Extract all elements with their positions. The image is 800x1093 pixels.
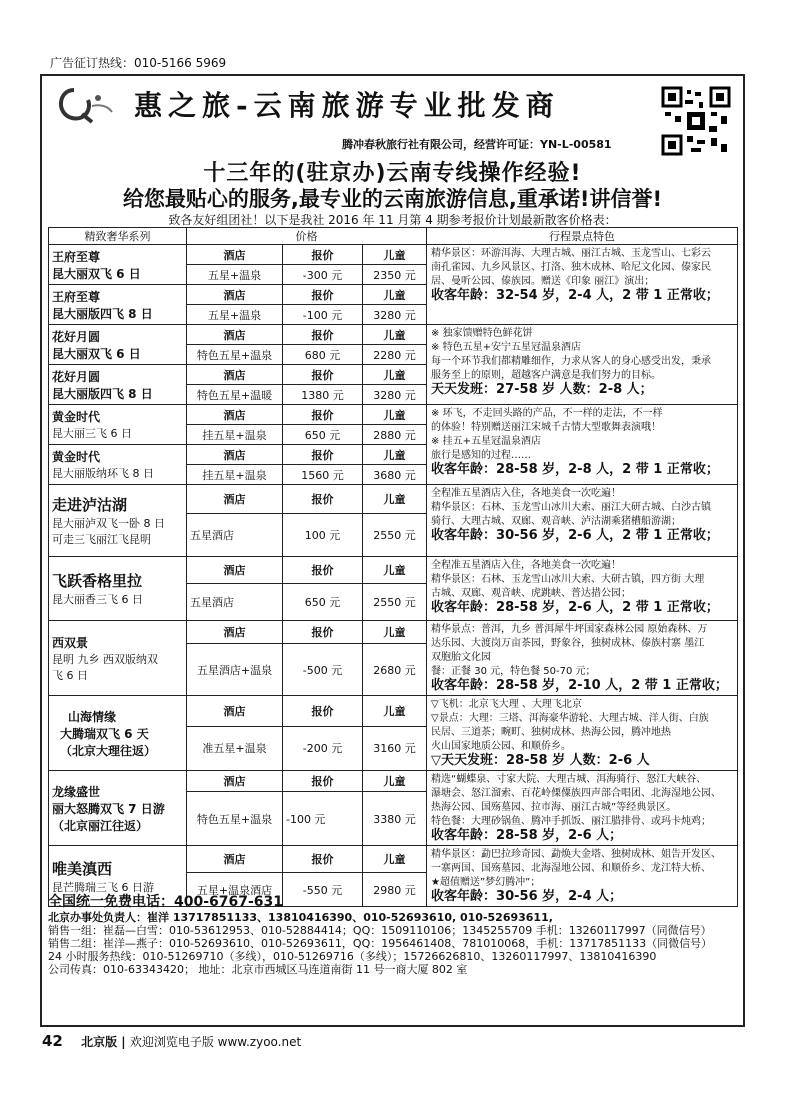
- product-name: 花好月圆 昆大丽版四飞 8 日: [49, 365, 187, 405]
- child-label: 儿童: [363, 696, 427, 727]
- child-label: 儿童: [363, 405, 427, 425]
- price-value: 650 元: [283, 425, 363, 445]
- brand-logo-icon: [52, 84, 114, 124]
- hotel-label: 酒店: [187, 557, 283, 584]
- product-name: 飞跃香格里拉 昆大丽香三飞 6 日: [49, 557, 187, 621]
- price-label: 报价: [283, 771, 363, 792]
- header-features: 行程景点特色: [427, 228, 738, 245]
- features-cell: 精华景区：勐巴拉珍奇园、勐焕大金塔、独树成林、姐告开发区、 一寨两国、国殇墓园、北海湿地公园、和顺侨乡、龙江特大桥、 ★超值赠送”梦幻腾冲”； 收客年龄：30-56 岁，2-4 人；: [427, 846, 738, 907]
- price-value: -500 元: [283, 644, 363, 696]
- child-label: 儿童: [363, 485, 427, 514]
- table-row: [49, 325, 738, 345]
- price-label: 报价: [283, 621, 363, 644]
- features-cell: ※ 独家馈赠特色鲜花饼 ※ 特色五星+安宁五星冠温泉酒店 每一个环节我们都精雕细作，力求从客人的身心感受出发，秉承 服务至上的原则，超越客户满意是我们努力的目标。 天天发班：27-58 岁 人数：2-8 人；: [427, 325, 738, 405]
- child-label: 儿童: [363, 445, 427, 465]
- hotel-label: 酒店: [187, 245, 283, 265]
- price-value: 1380 元: [283, 385, 363, 405]
- child-label: 儿童: [363, 325, 427, 345]
- child-value: 3680 元: [363, 465, 427, 485]
- product-name: 山海情缘 大腾瑞双飞 6 天 （北京大理往返）: [49, 696, 187, 771]
- qr-code-icon: [661, 86, 731, 156]
- hotel-label: 酒店: [187, 771, 283, 792]
- price-value: -100 元: [283, 305, 363, 325]
- hotel-label: 酒店: [187, 485, 283, 514]
- price-label: 报价: [283, 696, 363, 727]
- price-table: [48, 227, 738, 907]
- hotel-label: 酒店: [187, 696, 283, 727]
- company-license: 腾冲春秋旅行社有限公司，经营许可证：YN-L-00581: [342, 138, 612, 151]
- contact-line: 销售二组：崔洋—燕子：010-52693610、010-52693611，QQ：1956461408、781010068，手机：13717851133（同微信号）: [48, 937, 713, 950]
- price-value: -550 元: [283, 873, 363, 907]
- hotel-value: 准五星+温泉: [187, 726, 283, 770]
- header-price: 价格: [187, 228, 427, 245]
- product-name: 黄金时代 昆大丽三飞 6 日: [49, 405, 187, 445]
- price-label: 报价: [283, 405, 363, 425]
- price-value: 650 元: [283, 584, 363, 621]
- hotel-value: 五星+温泉: [187, 265, 283, 285]
- product-name: 黄金时代 昆大丽版纳环飞 8 日: [49, 445, 187, 485]
- table-row: [49, 405, 738, 425]
- child-value: 2980 元: [363, 873, 427, 907]
- price-label: 报价: [283, 485, 363, 514]
- contact-line: 销售一组：崔磊—白雪：010-53612953、010-52884414；QQ：1509110106；1345255709 手机：13260117997（同微信号）: [48, 924, 712, 937]
- product-name: 王府至尊 昆大丽双飞 6 日: [49, 245, 187, 285]
- price-label: 报价: [283, 846, 363, 873]
- hotel-value: 五星酒店: [187, 584, 283, 621]
- product-name: 西双景 昆明 九乡 西双版纳双 飞 6 日: [49, 621, 187, 696]
- table-row: [49, 771, 738, 792]
- hotel-value: 特色五星+温泉: [187, 792, 283, 846]
- table-row: [49, 621, 738, 644]
- free-hotline: 全国统一免费电话：400-6767-631: [48, 894, 284, 910]
- product-name: 花好月圆 昆大丽双飞 6 日: [49, 325, 187, 365]
- edition-label: 北京版: [81, 1035, 118, 1049]
- hotel-label: 酒店: [187, 365, 283, 385]
- hotel-label: 酒店: [187, 846, 283, 873]
- features-cell: ▽飞机：北京飞大理 、大理飞北京 ▽景点：大理：三塔、洱海豪华游轮、大理古城、洋人街、白族 民居、三道茶；畹町、独树成林、热海公园，腾冲地热 火山国家地质公园、和顺侨乡。 ▽天天发班：28-58 岁 人数：2-6 人: [427, 696, 738, 771]
- price-value: -300 元: [283, 265, 363, 285]
- price-label: 报价: [283, 325, 363, 345]
- features-cell: 精华景区：环游洱海、大理古城、丽江古城、玉龙雪山、七彩云 南孔雀园、九乡风景区、打洛、独木成林、哈尼文化园、傣家民 居、曼听公园、傣族园。赠送《印象 丽江》演出； 收客年龄：32-54 岁，2-4 人，2 带 1 正常收；: [427, 245, 738, 325]
- table-header-row: [49, 228, 738, 245]
- hotel-value: 特色五星+温暖: [187, 385, 283, 405]
- hotel-value: 挂五星+温泉: [187, 425, 283, 445]
- hotel-value: 五星+温泉酒店: [187, 873, 283, 907]
- headline-experience: 十三年的(驻京办)云南专线操作经验!: [203, 161, 582, 186]
- child-value: 3280 元: [363, 385, 427, 405]
- hotel-label: 酒店: [187, 285, 283, 305]
- child-label: 儿童: [363, 621, 427, 644]
- price-value: -100 元: [283, 792, 363, 846]
- hotel-value: 五星酒店: [187, 514, 283, 557]
- table-row: [49, 245, 738, 265]
- child-value: 3280 元: [363, 305, 427, 325]
- table-row: [49, 485, 738, 514]
- child-value: 2550 元: [363, 514, 427, 557]
- child-value: 2280 元: [363, 345, 427, 365]
- child-label: 儿童: [363, 846, 427, 873]
- price-label: 报价: [283, 557, 363, 584]
- child-value: 3380 元: [363, 792, 427, 846]
- features-cell: ※ 环飞，不走回头路的产品，不一样的走法，不一样 的体验！特别赠送丽江宋城千古情大型歌舞表演哦！ ※ 挂五+五星冠温泉酒店 旅行是感知的过程…… 收客年龄：28-58 岁，2-8 人，2 带 1 正常收；: [427, 405, 738, 485]
- child-label: 儿童: [363, 557, 427, 584]
- child-label: 儿童: [363, 771, 427, 792]
- brand-title: 惠之旅-云南旅游专业批发商: [134, 89, 560, 122]
- contact-line: 24 小时服务热线：010-51269710（多线），010-51269716（多线）；15726626810、13260117997、13810416390: [48, 950, 657, 963]
- child-value: 2350 元: [363, 265, 427, 285]
- child-label: 儿童: [363, 245, 427, 265]
- price-label: 报价: [283, 365, 363, 385]
- features-cell: 全程准五星酒店入住，各地美食一次吃遍！ 精华景区：石林、玉龙雪山冰川大索、大研古镇，四方街 大理 古城、双廊、观音峡、虎跳峡、普达措公园； 收客年龄：28-58 岁，2-6 人，2 带 1 正常收；: [427, 557, 738, 621]
- contact-line: 公司传真：010-63343420； 地址：北京市西城区马连道南街 11 号一商大厦 802 室: [48, 963, 468, 976]
- child-value: 2880 元: [363, 425, 427, 445]
- price-value: -200 元: [283, 726, 363, 770]
- price-value: 1560 元: [283, 465, 363, 485]
- features-cell: 全程准五星酒店入住，各地美食一次吃遍！ 精华景区：石林、玉龙雪山冰川大索、丽江大研古城、白沙古镇 骑行、大理古城、双廊、观音峡、泸沽湖乘猪槽船游湖； 收客年龄：30-56 岁，2-6 人，2 带 1 正常收；: [427, 485, 738, 557]
- table-row: [49, 696, 738, 727]
- product-name: 唯美滇西 昆芒腾瑞三飞 6 日游: [49, 846, 187, 907]
- footer-divider: |: [121, 1035, 130, 1049]
- product-name: 龙缘盛世 丽大怒腾双飞 7 日游 （北京丽江往返）: [49, 771, 187, 846]
- price-label: 报价: [283, 445, 363, 465]
- hotel-label: 酒店: [187, 325, 283, 345]
- hotel-value: 特色五星+温泉: [187, 345, 283, 365]
- child-label: 儿童: [363, 365, 427, 385]
- child-value: 2680 元: [363, 644, 427, 696]
- ebook-link[interactable]: 欢迎浏览电子版 www.zyoo.net: [129, 1035, 302, 1049]
- intro-text: 致各友好组团社！以下是我社 2016 年 11 月第 4 期参考报价计划最新散客价格表：: [168, 213, 617, 227]
- hotel-value: 挂五星+温泉: [187, 465, 283, 485]
- hotel-value: 五星+温泉: [187, 305, 283, 325]
- product-name: 王府至尊 昆大丽版四飞 8 日: [49, 285, 187, 325]
- contact-line: 北京办事处负责人：崔洋 13717851133、13810416390、010-52693610, 010-52693611,: [48, 911, 553, 924]
- child-value: 2550 元: [363, 584, 427, 621]
- hotel-value: 五星酒店+温泉: [187, 644, 283, 696]
- child-label: 儿童: [363, 285, 427, 305]
- child-value: 3160 元: [363, 726, 427, 770]
- price-label: 报价: [283, 285, 363, 305]
- header-series: 精致奢华系列: [49, 228, 187, 245]
- product-name: 走进泸沽湖 昆大丽泸双飞一卧 8 日 可走三飞丽江飞昆明: [49, 485, 187, 557]
- headline-service: 给您最贴心的服务,最专业的云南旅游信息,重承诺!讲信誉!: [122, 187, 663, 211]
- advertisement-frame: [40, 74, 745, 1027]
- features-cell: 精华景点：普洱，九乡 普洱犀牛坪国家森林公园 原始森林、万 达乐园、大渡岗万亩茶园，野象谷，独树成林、傣族村寨 墨江 双胞胎文化园 餐：正餐 30 元，特色餐 50-70 元； 收客年龄：28-58 岁，2-10 人，2 带 1 正常收；: [427, 621, 738, 696]
- ad-hotline: 广告征订热线：010-5166 5969: [50, 56, 227, 70]
- contact-block: [48, 893, 738, 976]
- price-value: 100 元: [283, 514, 363, 557]
- hotel-label: 酒店: [187, 405, 283, 425]
- table-row: [49, 846, 738, 873]
- price-label: 报价: [283, 245, 363, 265]
- page-footer: [42, 1032, 301, 1050]
- page-number: 42: [42, 1032, 63, 1050]
- price-value: 680 元: [283, 345, 363, 365]
- features-cell: 精选“蝴蝶泉、寸家大院、大理古城、洱海骑行、怒江大峡谷、 瀑塘会、怒江溜索、百花岭傈僳族四声部合唱团、北海湿地公园、 热海公园、国殇墓园、拉市海、丽江古城”等经典景区。 特色餐：大理砂锅鱼、腾冲手抓饭、丽江腊排骨、或玛卡炖鸡； 收客年龄：28-58 岁，2-6 人；: [427, 771, 738, 846]
- hotel-label: 酒店: [187, 621, 283, 644]
- hotel-label: 酒店: [187, 445, 283, 465]
- table-row: [49, 557, 738, 584]
